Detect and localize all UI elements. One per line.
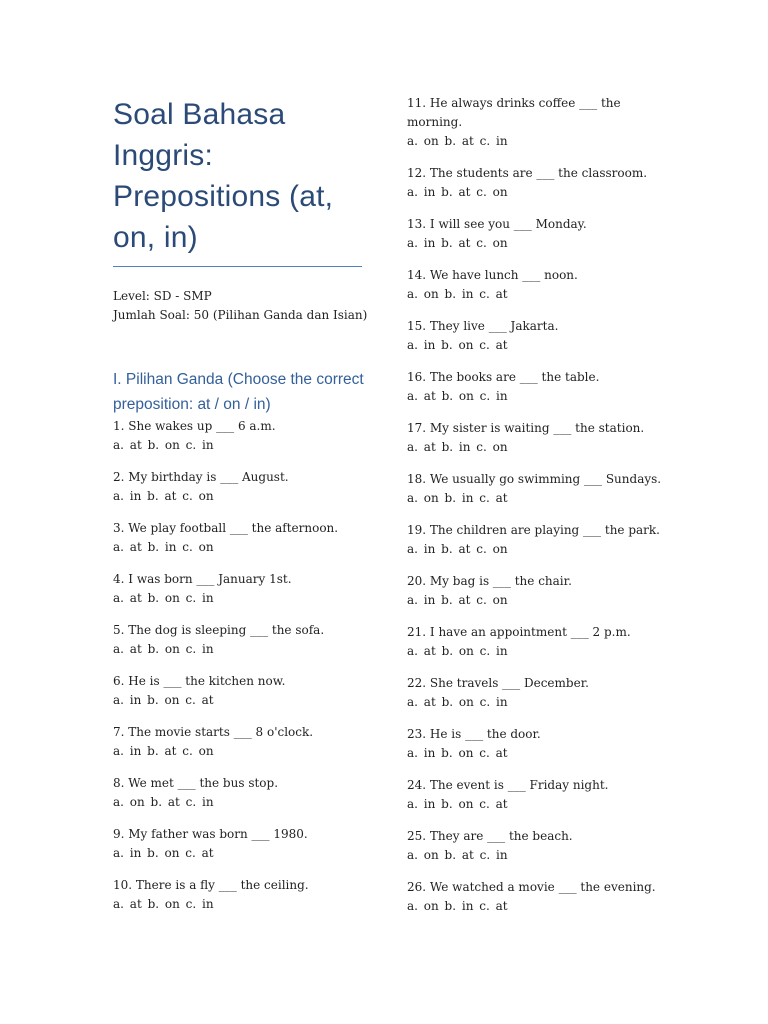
question-text: 10. There is a fly ___ the ceiling. xyxy=(113,878,309,892)
question-options: a. in b. at c. on xyxy=(407,185,508,199)
question-item xyxy=(407,419,662,457)
question-text: 16. The books are ___ the table. xyxy=(407,370,600,384)
question-item xyxy=(407,470,662,508)
title-line: on, in) xyxy=(113,221,198,254)
question-item xyxy=(113,825,368,863)
question-text: 25. They are ___ the beach. xyxy=(407,829,573,843)
question-options: a. at b. on c. in xyxy=(113,438,214,452)
question-item xyxy=(113,519,368,557)
question-options: a. on b. at c. in xyxy=(407,848,508,862)
question-text: 11. He always drinks coffee ___ the morning. xyxy=(407,96,621,129)
question-options: a. in b. at c. on xyxy=(407,593,508,607)
question-item xyxy=(407,572,662,610)
question-options: a. in b. on c. at xyxy=(113,693,214,707)
question-item xyxy=(407,164,662,202)
page-title xyxy=(113,94,368,258)
question-item xyxy=(113,570,368,608)
question-options: a. on b. at c. in xyxy=(407,134,508,148)
question-text: 9. My father was born ___ 1980. xyxy=(113,827,308,841)
question-text: 22. She travels ___ December. xyxy=(407,676,589,690)
question-item xyxy=(407,368,662,406)
level-text: Level: SD - SMP xyxy=(113,289,212,303)
question-options: a. at b. on c. in xyxy=(407,695,508,709)
question-text: 3. We play football ___ the afternoon. xyxy=(113,521,339,535)
question-text: 15. They live ___ Jakarta. xyxy=(407,319,559,333)
question-text: 18. We usually go swimming ___ Sundays. xyxy=(407,472,662,486)
question-item xyxy=(113,876,368,914)
question-text: 4. I was born ___ January 1st. xyxy=(113,572,292,586)
question-item xyxy=(407,317,662,355)
question-text: 13. I will see you ___ Monday. xyxy=(407,217,587,231)
question-item xyxy=(407,674,662,712)
question-text: 6. He is ___ the kitchen now. xyxy=(113,674,286,688)
question-item xyxy=(113,774,368,812)
title-line: Inggris: xyxy=(113,139,213,172)
question-text: 21. I have an appointment ___ 2 p.m. xyxy=(407,625,631,639)
question-options: a. at b. on c. in xyxy=(113,897,214,911)
question-item xyxy=(407,521,662,559)
question-item xyxy=(407,776,662,814)
question-text: 14. We have lunch ___ noon. xyxy=(407,268,578,282)
title-divider xyxy=(113,266,362,267)
question-item xyxy=(407,878,662,916)
question-item xyxy=(407,215,662,253)
question-text: 24. The event is ___ Friday night. xyxy=(407,778,609,792)
question-text: 12. The students are ___ the classroom. xyxy=(407,166,648,180)
question-options: a. in b. on c. at xyxy=(407,746,508,760)
question-options: a. in b. on c. at xyxy=(407,797,508,811)
question-item xyxy=(407,827,662,865)
question-item xyxy=(113,468,368,506)
right-column xyxy=(407,94,662,929)
question-count-text: Jumlah Soal: 50 (Pilihan Ganda dan Isian) xyxy=(113,308,368,322)
question-text: 2. My birthday is ___ August. xyxy=(113,470,289,484)
question-options: a. on b. in c. at xyxy=(407,491,508,505)
question-options: a. on b. in c. at xyxy=(407,899,508,913)
question-options: a. in b. at c. on xyxy=(407,542,508,556)
question-item xyxy=(407,266,662,304)
question-text: 7. The movie starts ___ 8 o'clock. xyxy=(113,725,314,739)
question-text: 19. The children are playing ___ the park. xyxy=(407,523,660,537)
question-options: a. on b. at c. in xyxy=(113,795,214,809)
question-options: a. in b. on c. at xyxy=(407,338,508,352)
question-list-left xyxy=(113,417,368,914)
question-text: 8. We met ___ the bus stop. xyxy=(113,776,279,790)
question-item xyxy=(113,417,368,455)
document-meta xyxy=(113,287,368,325)
question-list-right xyxy=(407,94,662,916)
question-text: 26. We watched a movie ___ the evening. xyxy=(407,880,656,894)
question-text: 20. My bag is ___ the chair. xyxy=(407,574,572,588)
title-line: Soal Bahasa xyxy=(113,98,286,131)
title-line: Prepositions (at, xyxy=(113,180,334,213)
question-text: 5. The dog is sleeping ___ the sofa. xyxy=(113,623,325,637)
question-options: a. in b. at c. on xyxy=(113,744,214,758)
question-options: a. on b. in c. at xyxy=(407,287,508,301)
question-item xyxy=(407,94,662,151)
question-options: a. in b. on c. at xyxy=(113,846,214,860)
left-column xyxy=(113,94,368,927)
question-item xyxy=(113,621,368,659)
question-options: a. at b. on c. in xyxy=(113,591,214,605)
question-options: a. at b. in c. on xyxy=(113,540,214,554)
question-item xyxy=(407,725,662,763)
question-item xyxy=(407,623,662,661)
question-options: a. at b. in c. on xyxy=(407,440,508,454)
question-options: a. in b. at c. on xyxy=(407,236,508,250)
question-options: a. in b. at c. on xyxy=(113,489,214,503)
question-options: a. at b. on c. in xyxy=(407,644,508,658)
question-text: 17. My sister is waiting ___ the station. xyxy=(407,421,645,435)
question-options: a. at b. on c. in xyxy=(407,389,508,403)
section-heading: I. Pilihan Ganda (Choose the correct preposition: at / on / in) xyxy=(113,371,364,413)
question-options: a. at b. on c. in xyxy=(113,642,214,656)
question-text: 23. He is ___ the door. xyxy=(407,727,541,741)
question-item xyxy=(113,672,368,710)
question-item xyxy=(113,723,368,761)
question-text: 1. She wakes up ___ 6 a.m. xyxy=(113,419,276,433)
